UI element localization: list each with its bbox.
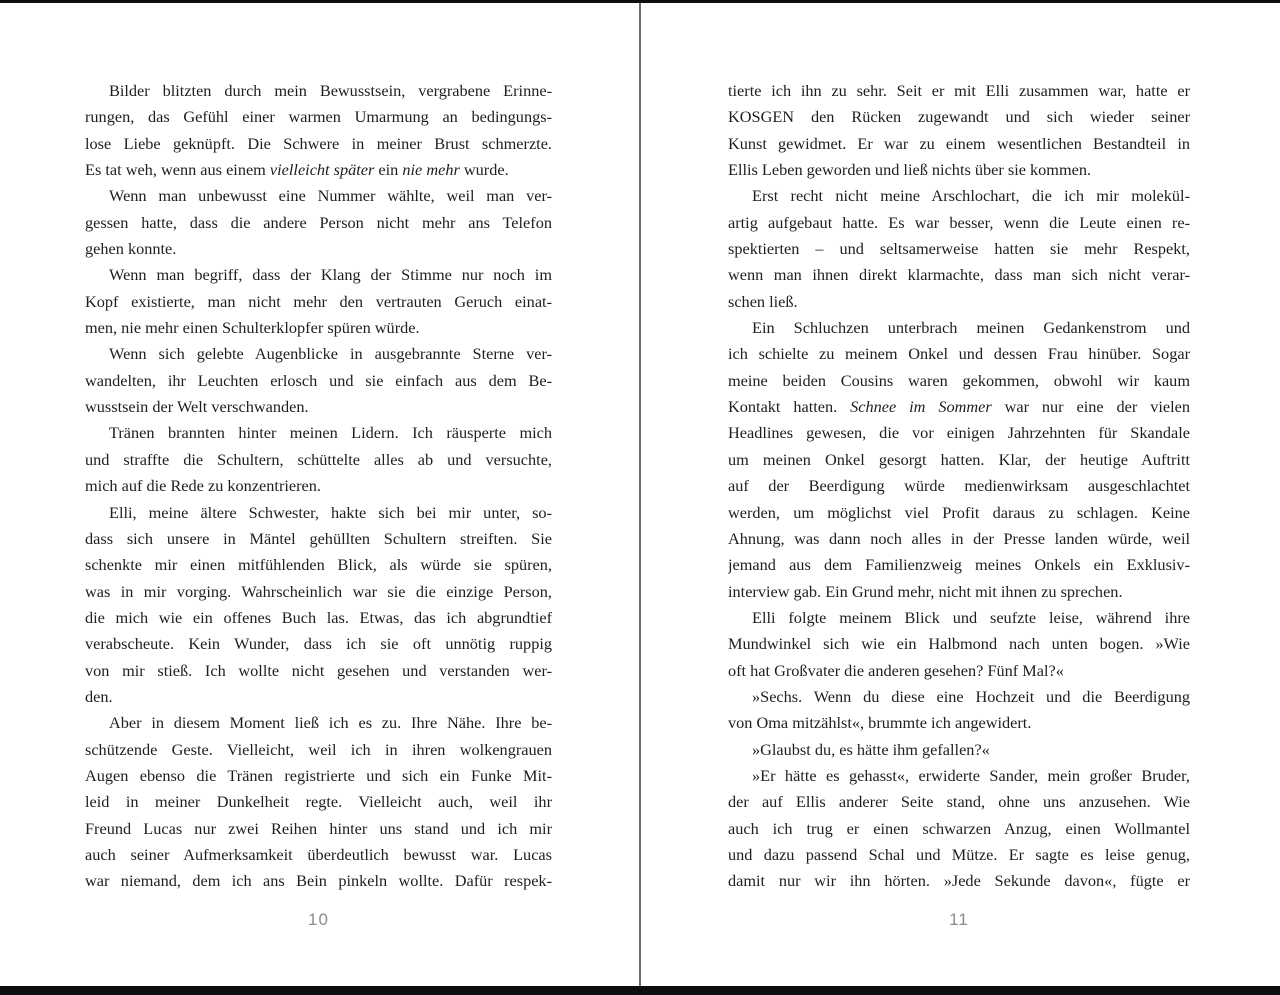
text-segment: Bilder blitzten durch mein Bewusstsein, vergrabene Erinne- [109,81,552,100]
text-line [728,341,1190,367]
text-line [85,500,552,526]
text-segment: Mundwinkel sich wie ein Halbmond nach unten bogen. »Wie [728,634,1190,654]
text-line [85,842,552,868]
text-segment: wenn man ihnen direkt klarmachte, dass man sich nicht verar- [728,265,1190,285]
text-segment: den. [85,686,113,706]
text-line [728,816,1190,842]
text-line [728,500,1190,526]
text-segment: schen ließ. [728,291,798,311]
text-line [85,236,552,262]
left-page-text [85,78,552,895]
text-line [85,526,552,552]
text-line [728,368,1190,394]
text-line [728,78,1190,104]
text-segment: Headlines gewesen, die vor einigen Jahrzehnten für Skandale [728,423,1190,443]
text-line [728,262,1190,288]
text-segment: was in mir vorging. Wahrscheinlich war sie die einzige Person, [85,581,552,601]
text-segment: auf der Beerdigung würde medienwirksam ausgeschlachtet [728,476,1190,496]
text-segment: Ellis Leben geworden und ließ nichts über sie kommen. [728,160,1092,180]
text-segment: werden, um möglichst viel Profit daraus zu schlagen. Keine [728,502,1190,522]
text-line [85,816,552,842]
text-segment: men, nie mehr einen Schulterklopfer spüren würde. [85,318,420,338]
text-line [728,631,1190,657]
text-segment: Freund Lucas nur zwei Reihen hinter uns stand und ich mir [85,818,552,838]
text-segment: lose Liebe geknüpft. Die Schwere in meiner Brust schmerzte. [85,133,552,153]
text-line [85,868,552,894]
text-segment: KOSGEN den Rücken zugewandt und sich wieder seiner [728,107,1190,127]
text-line [728,552,1190,578]
text-segment: ein [374,160,403,180]
text-line [728,131,1190,157]
text-line [728,710,1190,736]
text-line [85,394,552,420]
text-line [728,658,1190,684]
text-line [728,868,1190,894]
text-segment: der auf Ellis anderer Seite stand, ohne uns anzusehen. Wie [728,792,1190,812]
text-line [85,78,552,104]
text-segment: verabscheute. Kein Wunder, dass ich sie oft unnötig ruppig [85,634,552,654]
text-line [728,842,1190,868]
text-line [85,789,552,815]
text-line [85,710,552,736]
text-line [728,183,1190,209]
text-line [728,789,1190,815]
text-segment: wusstsein der Welt verschwanden. [85,397,309,417]
right-page-text [728,78,1190,895]
text-segment: Kunst gewidmet. Er war zu einem wesentlichen Bestandteil in [728,133,1190,153]
italic-phrase: nie mehr [402,160,460,180]
text-segment: damit nur wir ihn hörten. »Jede Sekunde davon«, fügte er [728,871,1190,891]
text-segment: wandelten, ihr Leuchten erlosch und sie einfach aus dem Be- [85,370,552,390]
text-segment: leid in meiner Dunkelheit regte. Vielleicht auch, weil ihr [85,792,552,812]
text-segment: Es tat weh, wenn aus einem [85,160,270,180]
text-line [85,631,552,657]
text-segment: spektierten – und seltsamerweise hatten sie mehr Respekt, [728,239,1190,259]
right-page-number: 11 [949,910,969,929]
text-line [728,420,1190,446]
text-segment: Tränen brannten hinter meinen Lidern. Ich räusperte mich [109,423,552,443]
text-segment: von mir stieß. Ich wollte nicht gesehen und verstanden wer- [85,660,552,680]
text-line [85,289,552,315]
text-line [85,605,552,631]
text-line [728,394,1190,420]
text-line [85,473,552,499]
bottom-edge [0,986,1280,995]
text-segment: Aber in diesem Moment ließ ich es zu. Ihre Nähe. Ihre be- [109,713,552,733]
text-segment: gehen konnte. [85,239,177,259]
italic-phrase: Schnee im Sommer [850,397,992,417]
text-segment: und straffte die Schultern, schüttelte alles ab und versuchte, [85,449,552,469]
text-segment: auch ich trug er einen schwarzen Anzug, einen Wollmantel [728,818,1190,838]
text-segment: Elli, meine ältere Schwester, hakte sich bei mir unter, so- [109,502,552,522]
text-line [728,157,1190,183]
text-line [85,763,552,789]
text-line [728,526,1190,552]
text-segment: oft hat Großvater die anderen gesehen? Fünf Mal?« [728,660,1064,680]
text-line [85,447,552,473]
text-segment: dass sich unsere in Mäntel gehüllten Schultern streiften. Sie [85,528,552,548]
text-line [728,315,1190,341]
text-segment: schützende Geste. Vielleicht, weil ich in ihren wolkengrauen [85,739,552,759]
text-line [85,341,552,367]
text-line [728,684,1190,710]
text-line [85,552,552,578]
text-segment: jemand aus dem Familienzweig meines Onkels ein Exklusiv- [728,555,1190,575]
text-segment: um meinen Onkel gesorgt hatten. Klar, der heutige Auftritt [728,449,1190,469]
text-line [728,104,1190,130]
text-segment: Augen ebenso die Tränen registrierte und sich ein Funke Mit- [85,765,552,785]
text-line [85,157,552,183]
text-segment: Wenn man unbewusst eine Nummer wählte, weil man ver- [109,186,552,206]
text-line [85,368,552,394]
text-line [728,605,1190,631]
italic-phrase: vielleicht später [269,160,375,180]
text-segment: artig aufgebaut hatte. Es war besser, wenn die Leute einen re- [728,212,1190,232]
text-line [85,315,552,341]
text-segment: Wenn man begriff, dass der Klang der Stimme nur noch im [109,265,552,285]
text-line [728,737,1190,763]
text-line [728,763,1190,789]
text-line [728,289,1190,315]
text-segment: Kopf existierte, man nicht mehr den vertrauten Geruch einat- [85,291,552,311]
text-segment: Ein Schluchzen unterbrach meinen Gedankenstrom und [752,318,1190,338]
text-segment: »Sechs. Wenn du diese eine Hochzeit und die Beerdigung [752,686,1190,706]
text-segment: Erst recht nicht meine Arschlochart, die ich mir molekül- [752,186,1190,206]
text-line [728,579,1190,605]
text-segment: war niemand, dem ich ans Bein pinkeln wollte. Dafür respek- [85,871,552,891]
text-segment: Elli folgte meinem Blick und seufzte leise, während ihre [752,607,1190,627]
text-segment: meine beiden Cousins waren gekommen, obwohl wir kaum [728,370,1190,390]
text-segment: rungen, das Gefühl einer warmen Umarmung an bedingungs- [85,107,552,127]
text-segment: von Oma mitzählst«, brummte ich angewidert. [728,713,1032,733]
text-line [85,210,552,236]
text-line [85,737,552,763]
text-line [85,420,552,446]
text-segment: auch seiner Aufmerksamkeit überdeutlich bewusst war. Lucas [85,844,552,864]
text-segment: mich auf die Rede zu konzentrieren. [85,476,321,496]
text-line [85,684,552,710]
text-segment: Ahnung, was dann noch alles in der Presse landen würde, weil [728,528,1190,548]
text-segment: und dazu passend Schal und Mütze. Er sagte es leise genug, [728,844,1190,864]
text-segment: »Glaubst du, es hätte ihm gefallen?« [752,739,990,759]
text-line [85,131,552,157]
text-line [85,104,552,130]
text-segment: wurde. [459,160,509,180]
text-line [728,473,1190,499]
text-line [85,183,552,209]
text-segment: Wenn sich gelebte Augenblicke in ausgebrannte Sterne ver- [109,344,552,364]
text-line [85,579,552,605]
left-page-number: 10 [308,910,329,929]
page-divider [639,3,641,986]
text-line [85,262,552,288]
text-segment: die mich wie ein offenes Buch las. Etwas, das ich abgrundtief [85,607,552,627]
text-line [728,236,1190,262]
text-segment: schenkte mir einen mitfühlenden Blick, als würde sie spüren, [85,555,552,575]
text-segment: Kontakt hatten. [728,397,851,417]
text-segment: »Er hätte es gehasst«, erwiderte Sander, mein großer Bruder, [752,765,1190,785]
text-segment: interview gab. Ein Grund mehr, nicht mit ihnen zu sprechen. [728,581,1123,601]
text-line [85,658,552,684]
text-segment: gessen hatte, dass die andere Person nicht mehr ans Telefon [85,212,552,232]
text-line [728,210,1190,236]
text-segment: tierte ich ihn zu sehr. Seit er mit Elli zusammen war, hatte er [728,81,1190,100]
text-segment: war nur eine der vielen [991,397,1190,417]
text-line [728,447,1190,473]
text-segment: ich schielte zu meinem Onkel und dessen Frau hinüber. Sogar [728,344,1190,364]
